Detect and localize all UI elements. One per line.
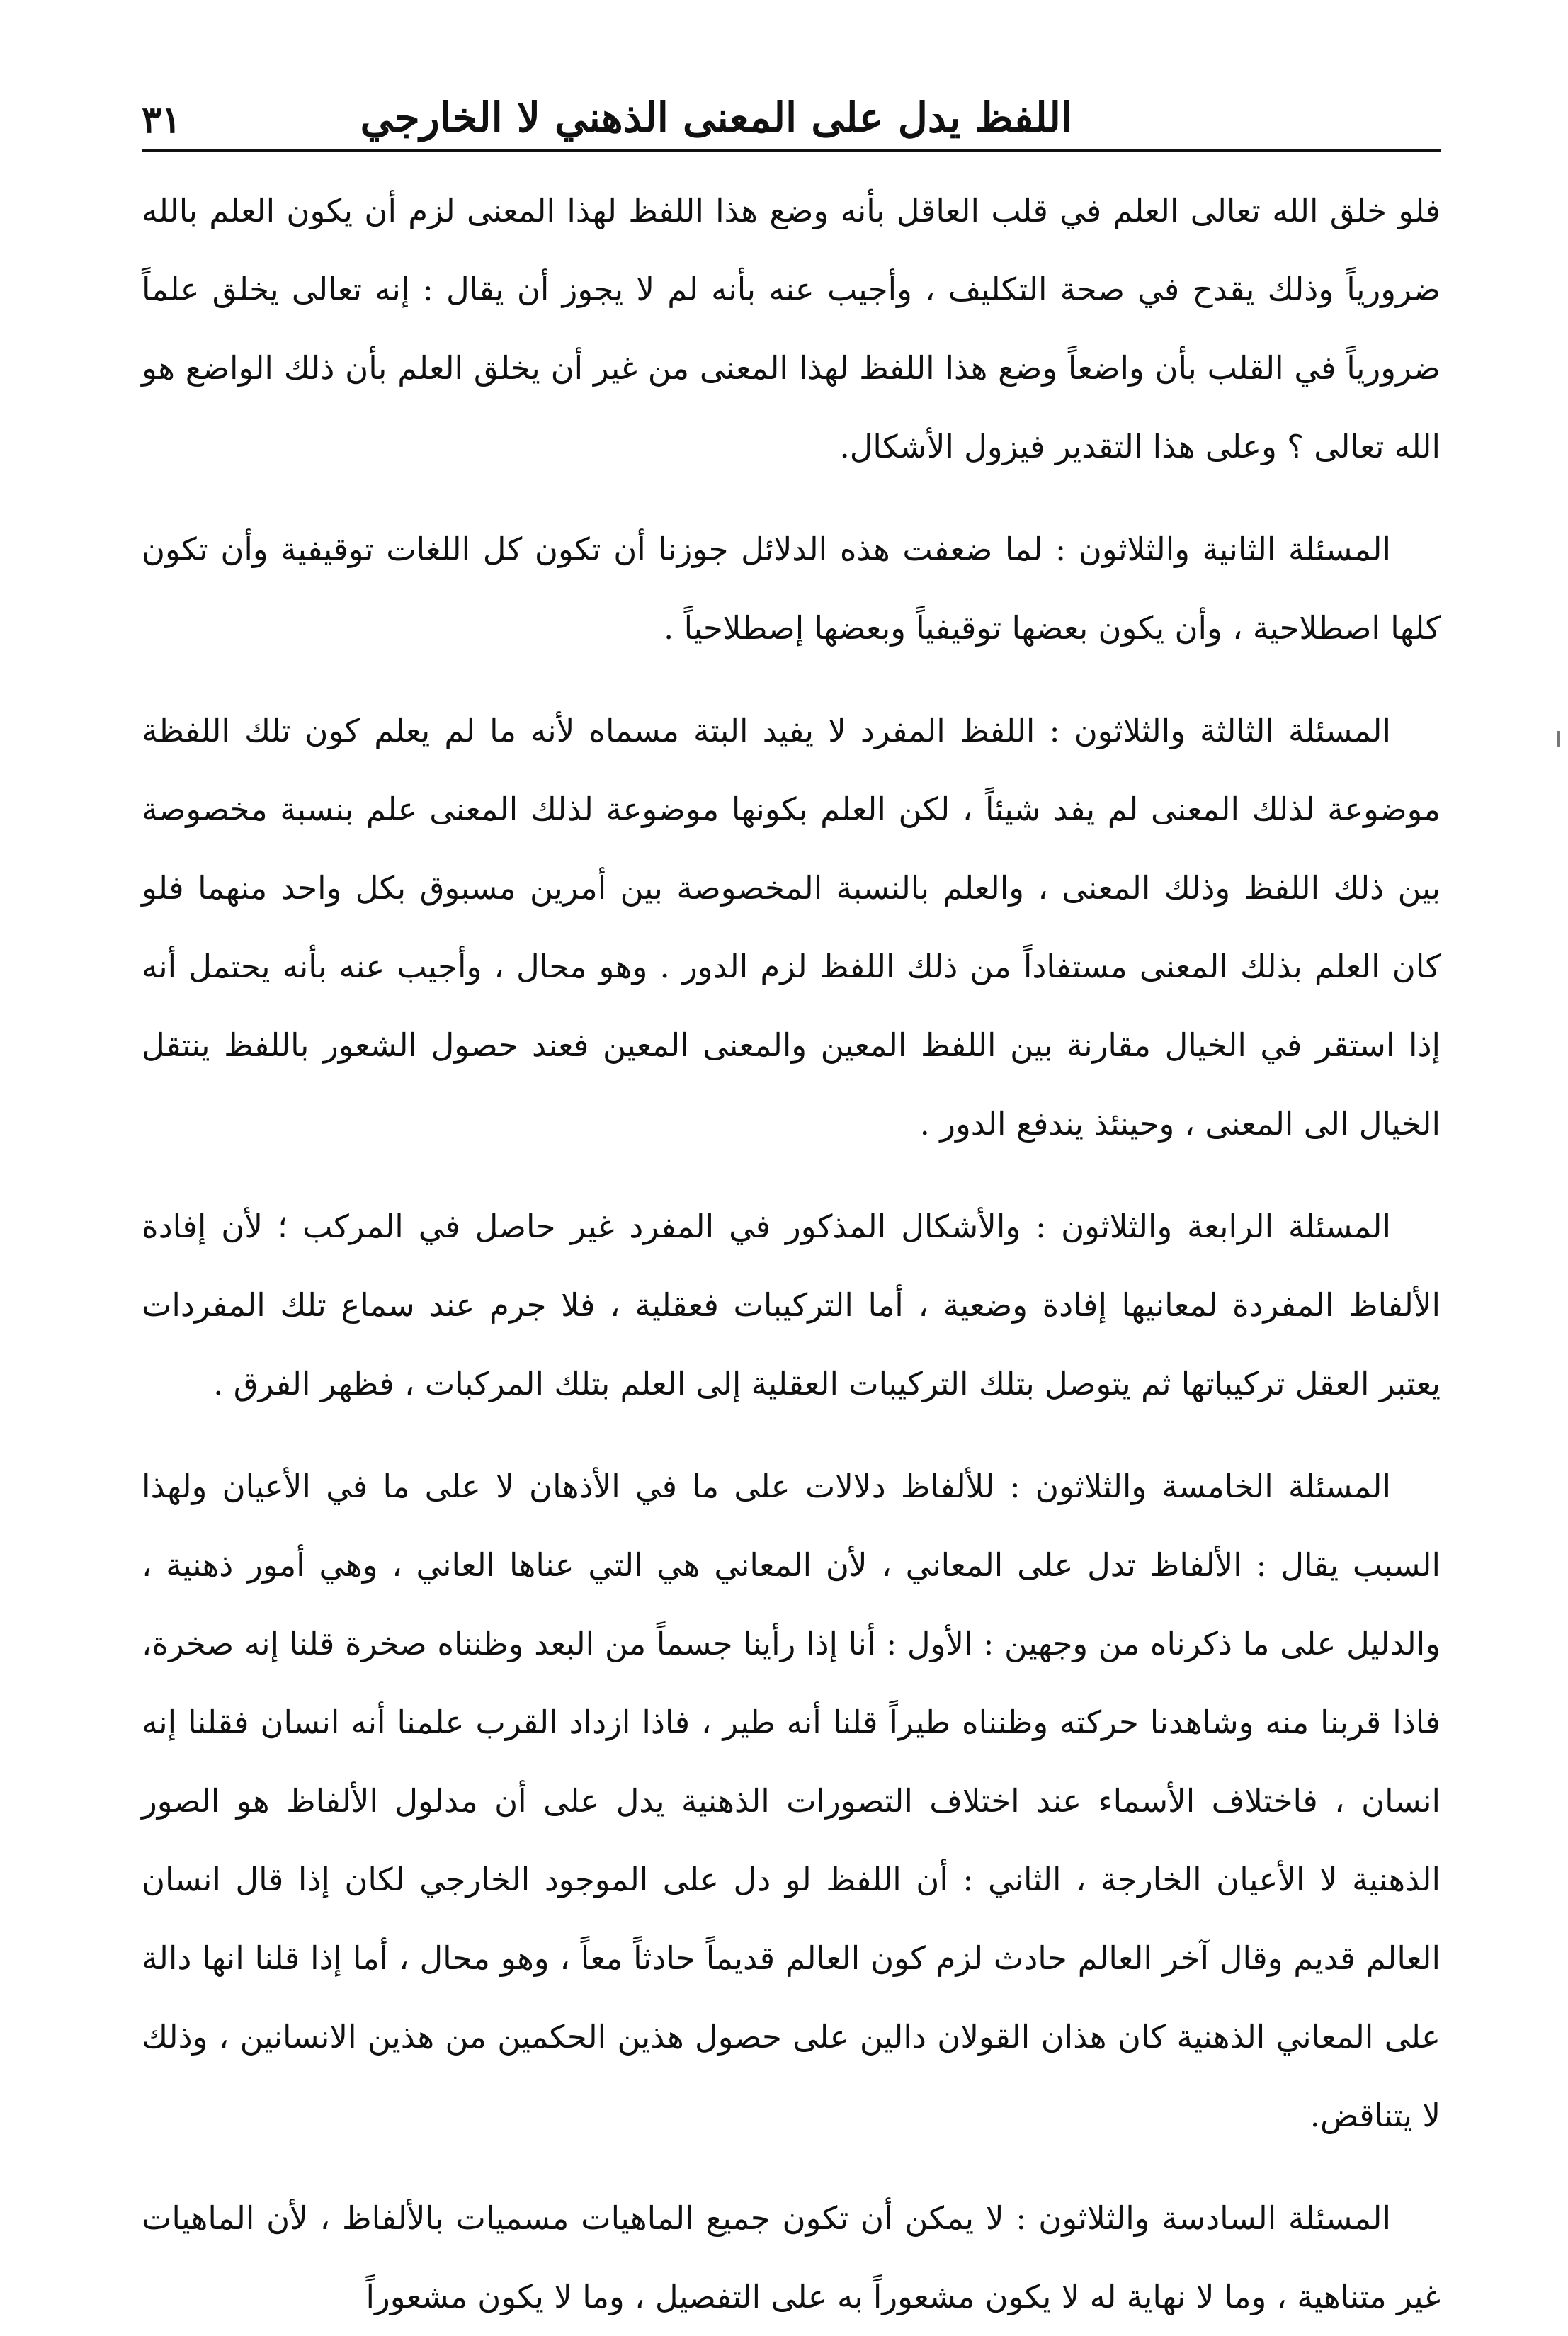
paragraph: المسئلة الثالثة والثلاثون : اللفظ المفرد لا يفيد البتة مسماه لأنه ما لم يعلم كون تلك اللفظة موضوعة لذلك المعنى لم يفد شيئاً ، لكن العلم بكونها موضوعة لذلك المعنى علم بنسبة مخصوصة بين ذلك اللفظ وذلك المعنى ، والعلم بالنسبة المخصوصة بين أمرين مسبوق بكل واحد منهما فلو كان العلم بذلك المعنى مستفاداً من ذلك اللفظ لزم الدور . وهو محال ، وأجيب عنه بأنه يحتمل أنه إذا استقر في الخيال مقارنة بين اللفظ المعين والمعنى المعين فعند حصول الشعور باللفظ ينتقل الخيال الى المعنى ، وحينئذ يندفع الدور . [142, 712, 1441, 1143]
paragraph: المسئلة السادسة والثلاثون : لا يمكن أن تكون جميع الماهيات مسميات بالألفاظ ، لأن الماهيات غير متناهية ، وما لا نهاية له لا يكون مشعوراً به على التفصيل ، وما لا يكون مشعوراً [142, 2199, 1441, 2315]
page-header [142, 84, 1441, 152]
paragraph: المسئلة الثانية والثلاثون : لما ضعفت هذه الدلائل جوزنا أن تكون كل اللغات توقيفية وأن تكون كلها اصطلاحية ، وأن يكون بعضها توقيفياً وبعضها إصطلاحياً . [142, 531, 1441, 647]
page-number: ٣١ [142, 98, 181, 142]
running-title: اللفظ يدل على المعنى الذهني لا الخارجي [360, 93, 1072, 142]
body-text [142, 171, 1441, 2336]
scan-mark [1557, 731, 1560, 747]
paragraph: المسئلة الرابعة والثلاثون : والأشكال المذكور في المفرد غير حاصل في المركب ؛ لأن إفادة الألفاظ المفردة لمعانيها إفادة وضعية ، أما التركيبات فعقلية ، فلا جرم عند سماع تلك المفردات يعتبر العقل تركيباتها ثم يتوصل بتلك التركيبات العقلية إلى العلم بتلك المركبات ، فظهر الفرق . [142, 1208, 1441, 1402]
paragraph: فلو خلق الله تعالى العلم في قلب العاقل بأنه وضع هذا اللفظ لهذا المعنى لزم أن يكون العلم بالله ضرورياً وذلك يقدح في صحة التكليف ، وأجيب عنه بأنه لم لا يجوز أن يقال : إنه تعالى يخلق علماً ضرورياً في القلب بأن واضعاً وضع هذا اللفظ لهذا المعنى من غير أن يخلق العلم بأن ذلك الواضع هو الله تعالى ؟ وعلى هذا التقدير فيزول الأشكال. [142, 192, 1441, 465]
paragraph: المسئلة الخامسة والثلاثون : للألفاظ دلالات على ما في الأذهان لا على ما في الأعيان ولهذا السبب يقال : الألفاظ تدل على المعاني ، لأن المعاني هي التي عناها العاني ، وهي أمور ذهنية ، والدليل على ما ذكرناه من وجهين : الأول : أنا إذا رأينا جسماً من البعد وظنناه صخرة قلنا إنه صخرة، فاذا قربنا منه وشاهدنا حركته وظنناه طيراً قلنا أنه طير ، فاذا ازداد القرب علمنا أنه انسان فقلنا إنه انسان ، فاختلاف الأسماء عند اختلاف التصورات الذهنية يدل على أن مدلول الألفاظ هو الصور الذهنية لا الأعيان الخارجة ، الثاني : أن اللفظ لو دل على الموجود الخارجي لكان إذا قال انسان العالم قديم وقال آخر العالم حادث لزم كون العالم قديماً حادثاً معاً ، وهو محال ، أما إذا قلنا انها دالة على المعاني الذهنية كان هذان القولان دالين على حصول هذين الحكمين من هذين الانسانين ، وذلك لا يتناقض. [142, 1468, 1441, 2134]
